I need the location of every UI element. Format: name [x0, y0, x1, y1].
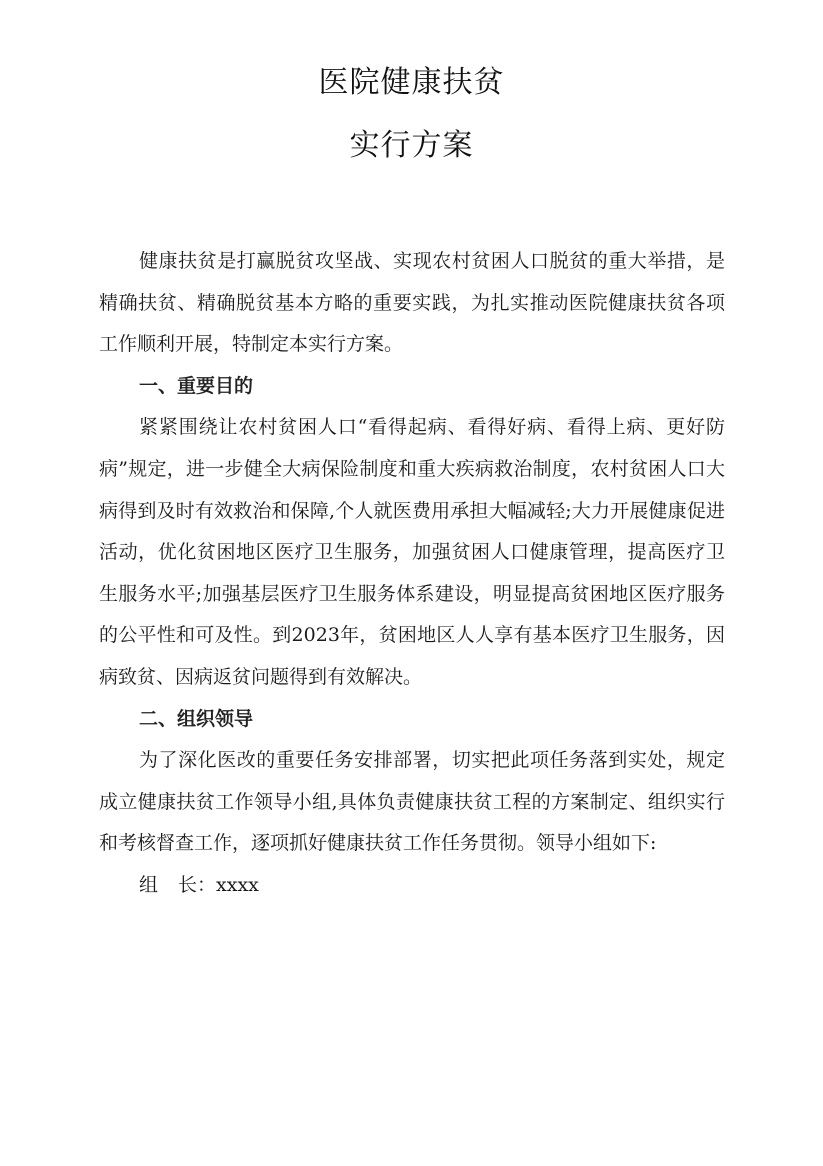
document-subtitle: 实行方案	[349, 128, 474, 163]
leader-label-part2: 长：	[178, 873, 217, 896]
document-body	[99, 241, 725, 907]
purpose-paragraph: 紧紧围绕让农村贫困人口“看得起病、看得好病、看得上病、更好防病”规定，进一步健全大病保险制度和重大疾病救治制度，农村贫困人口大病得到及时有效救治和保障,个人就医费用承担大幅减轻;大力开展健康促进活动，优化贫困地区医疗卫生服务，加强贫困人口健康管理，提高医疗卫生服务水平;加强基层医疗卫生服务体系建设，明显提高贫困地区医疗服务的公平性和可及性。到2023年，贫困地区人人享有基本医疗卫生服务，因病致贫、因病返贫问题得到有效解决。	[99, 416, 725, 688]
section-heading-leadership: 二、组织领导	[139, 707, 254, 730]
leader-label-part1: 组	[139, 873, 159, 896]
leader-line	[99, 865, 725, 907]
document-title: 医院健康扶贫	[318, 65, 505, 100]
leader-name: xxxx	[216, 873, 259, 896]
intro-paragraph: 健康扶贫是打赢脱贫攻坚战、实现农村贫困人口脱贫的重大举措，是精确扶贫、精确脱贫基本方略的重要实践，为扎实推动医院健康扶贫各项工作顺利开展，特制定本实行方案。	[99, 250, 725, 356]
leadership-paragraph: 为了深化医改的重要任务安排部署，切实把此项任务落到实处，规定成立健康扶贫工作领导小组,具体负责健康扶贫工程的方案制定、组织实行和考核督查工作，逐项抓好健康扶贫工作任务贯彻。领导小组如下:	[99, 749, 725, 855]
section-heading-purpose: 一、重要目的	[139, 374, 254, 397]
